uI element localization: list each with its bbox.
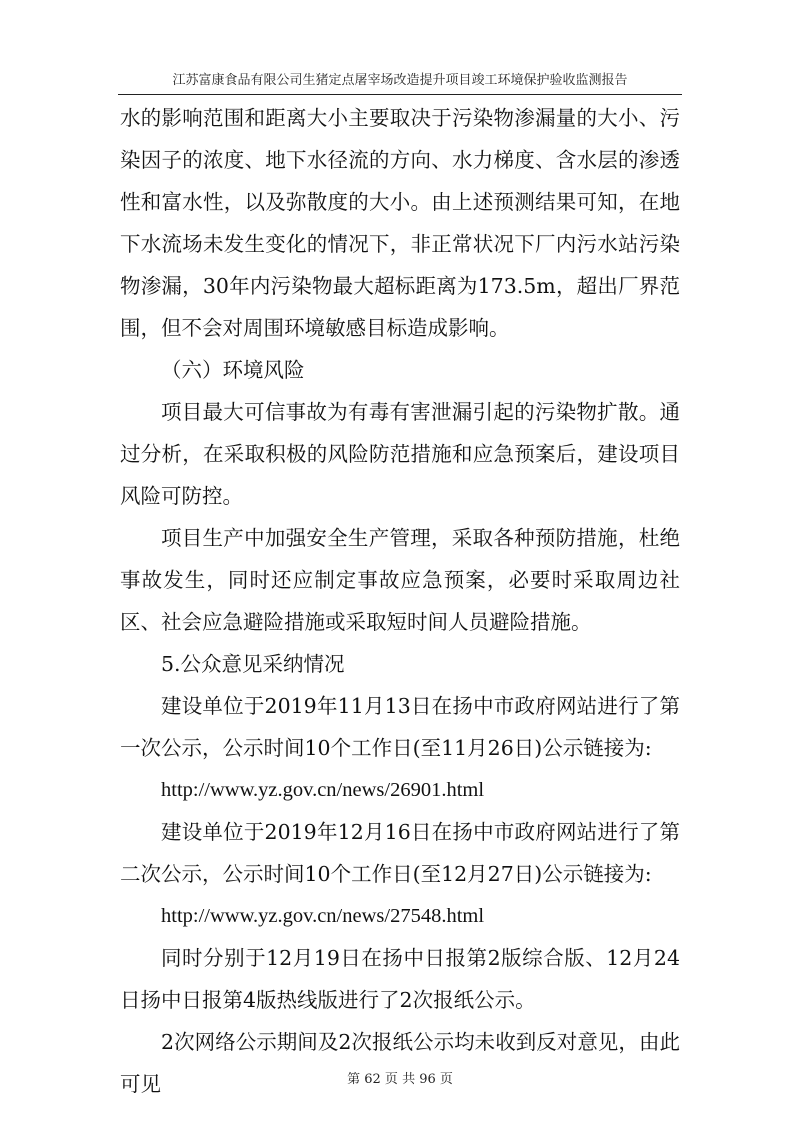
paragraph-safety-management: 项目生产中加强安全生产管理，采取各种预防措施，杜绝事故发生，同时还应制定事故应急预案，必要时采取周边社区、社会应急避险措施或采取短时间人员避险措施。 <box>120 526 680 634</box>
page-header <box>118 72 682 95</box>
section-heading-public-opinion: 5.公众意见采纳情况 <box>161 652 345 676</box>
paragraph-second-publicity: 建设单位于2019年12月16日在扬中市政府网站进行了第二次公示，公示时间10个工作日(至12月27日)公示链接为: <box>120 820 680 886</box>
page-number: 第 62 页 共 96 页 <box>347 1072 453 1087</box>
paragraph-groundwater-impact: 水的影响范围和距离大小主要取决于污染物渗漏量的大小、污染因子的浓度、地下水径流的方向、水力梯度、含水层的渗透性和富水性，以及弥散度的大小。由上述预测结果可知，在地下水流场未发生变化的情况下，非正常状况下厂内污水站污染物渗漏，30年内污染物最大超标距离为173.5m，超出厂界范围，但不会对周围环境敏感目标造成影响。 <box>120 106 680 340</box>
paragraph-newspaper-publicity: 同时分别于12月19日在扬中日报第2版综合版、12月24日扬中日报第4版热线版进行了2次报纸公示。 <box>120 946 680 1012</box>
paragraph-max-credible-accident: 项目最大可信事故为有毒有害泄漏引起的污染物扩散。通过分析，在采取积极的风险防范措施和应急预案后，建设项目风险可防控。 <box>120 400 680 508</box>
report-title: 江苏富康食品有限公司生猪定点屠宰场改造提升项目竣工环境保护验收监测报告 <box>172 73 628 88</box>
paragraph-first-publicity: 建设单位于2019年11月13日在扬中市政府网站进行了第一次公示，公示时间10个工作日(至11月26日)公示链接为: <box>120 694 680 760</box>
first-publicity-link[interactable]: http://www.yz.gov.cn/news/26901.html <box>161 779 485 801</box>
page-footer <box>0 1068 800 1087</box>
paragraph-no-objections: 2次网络公示期间及2次报纸公示均未收到反对意见，由此可见 <box>120 1030 680 1096</box>
document-body <box>120 97 680 1105</box>
section-heading-environmental-risk: （六）环境风险 <box>161 358 305 382</box>
second-publicity-link[interactable]: http://www.yz.gov.cn/news/27548.html <box>161 905 485 927</box>
